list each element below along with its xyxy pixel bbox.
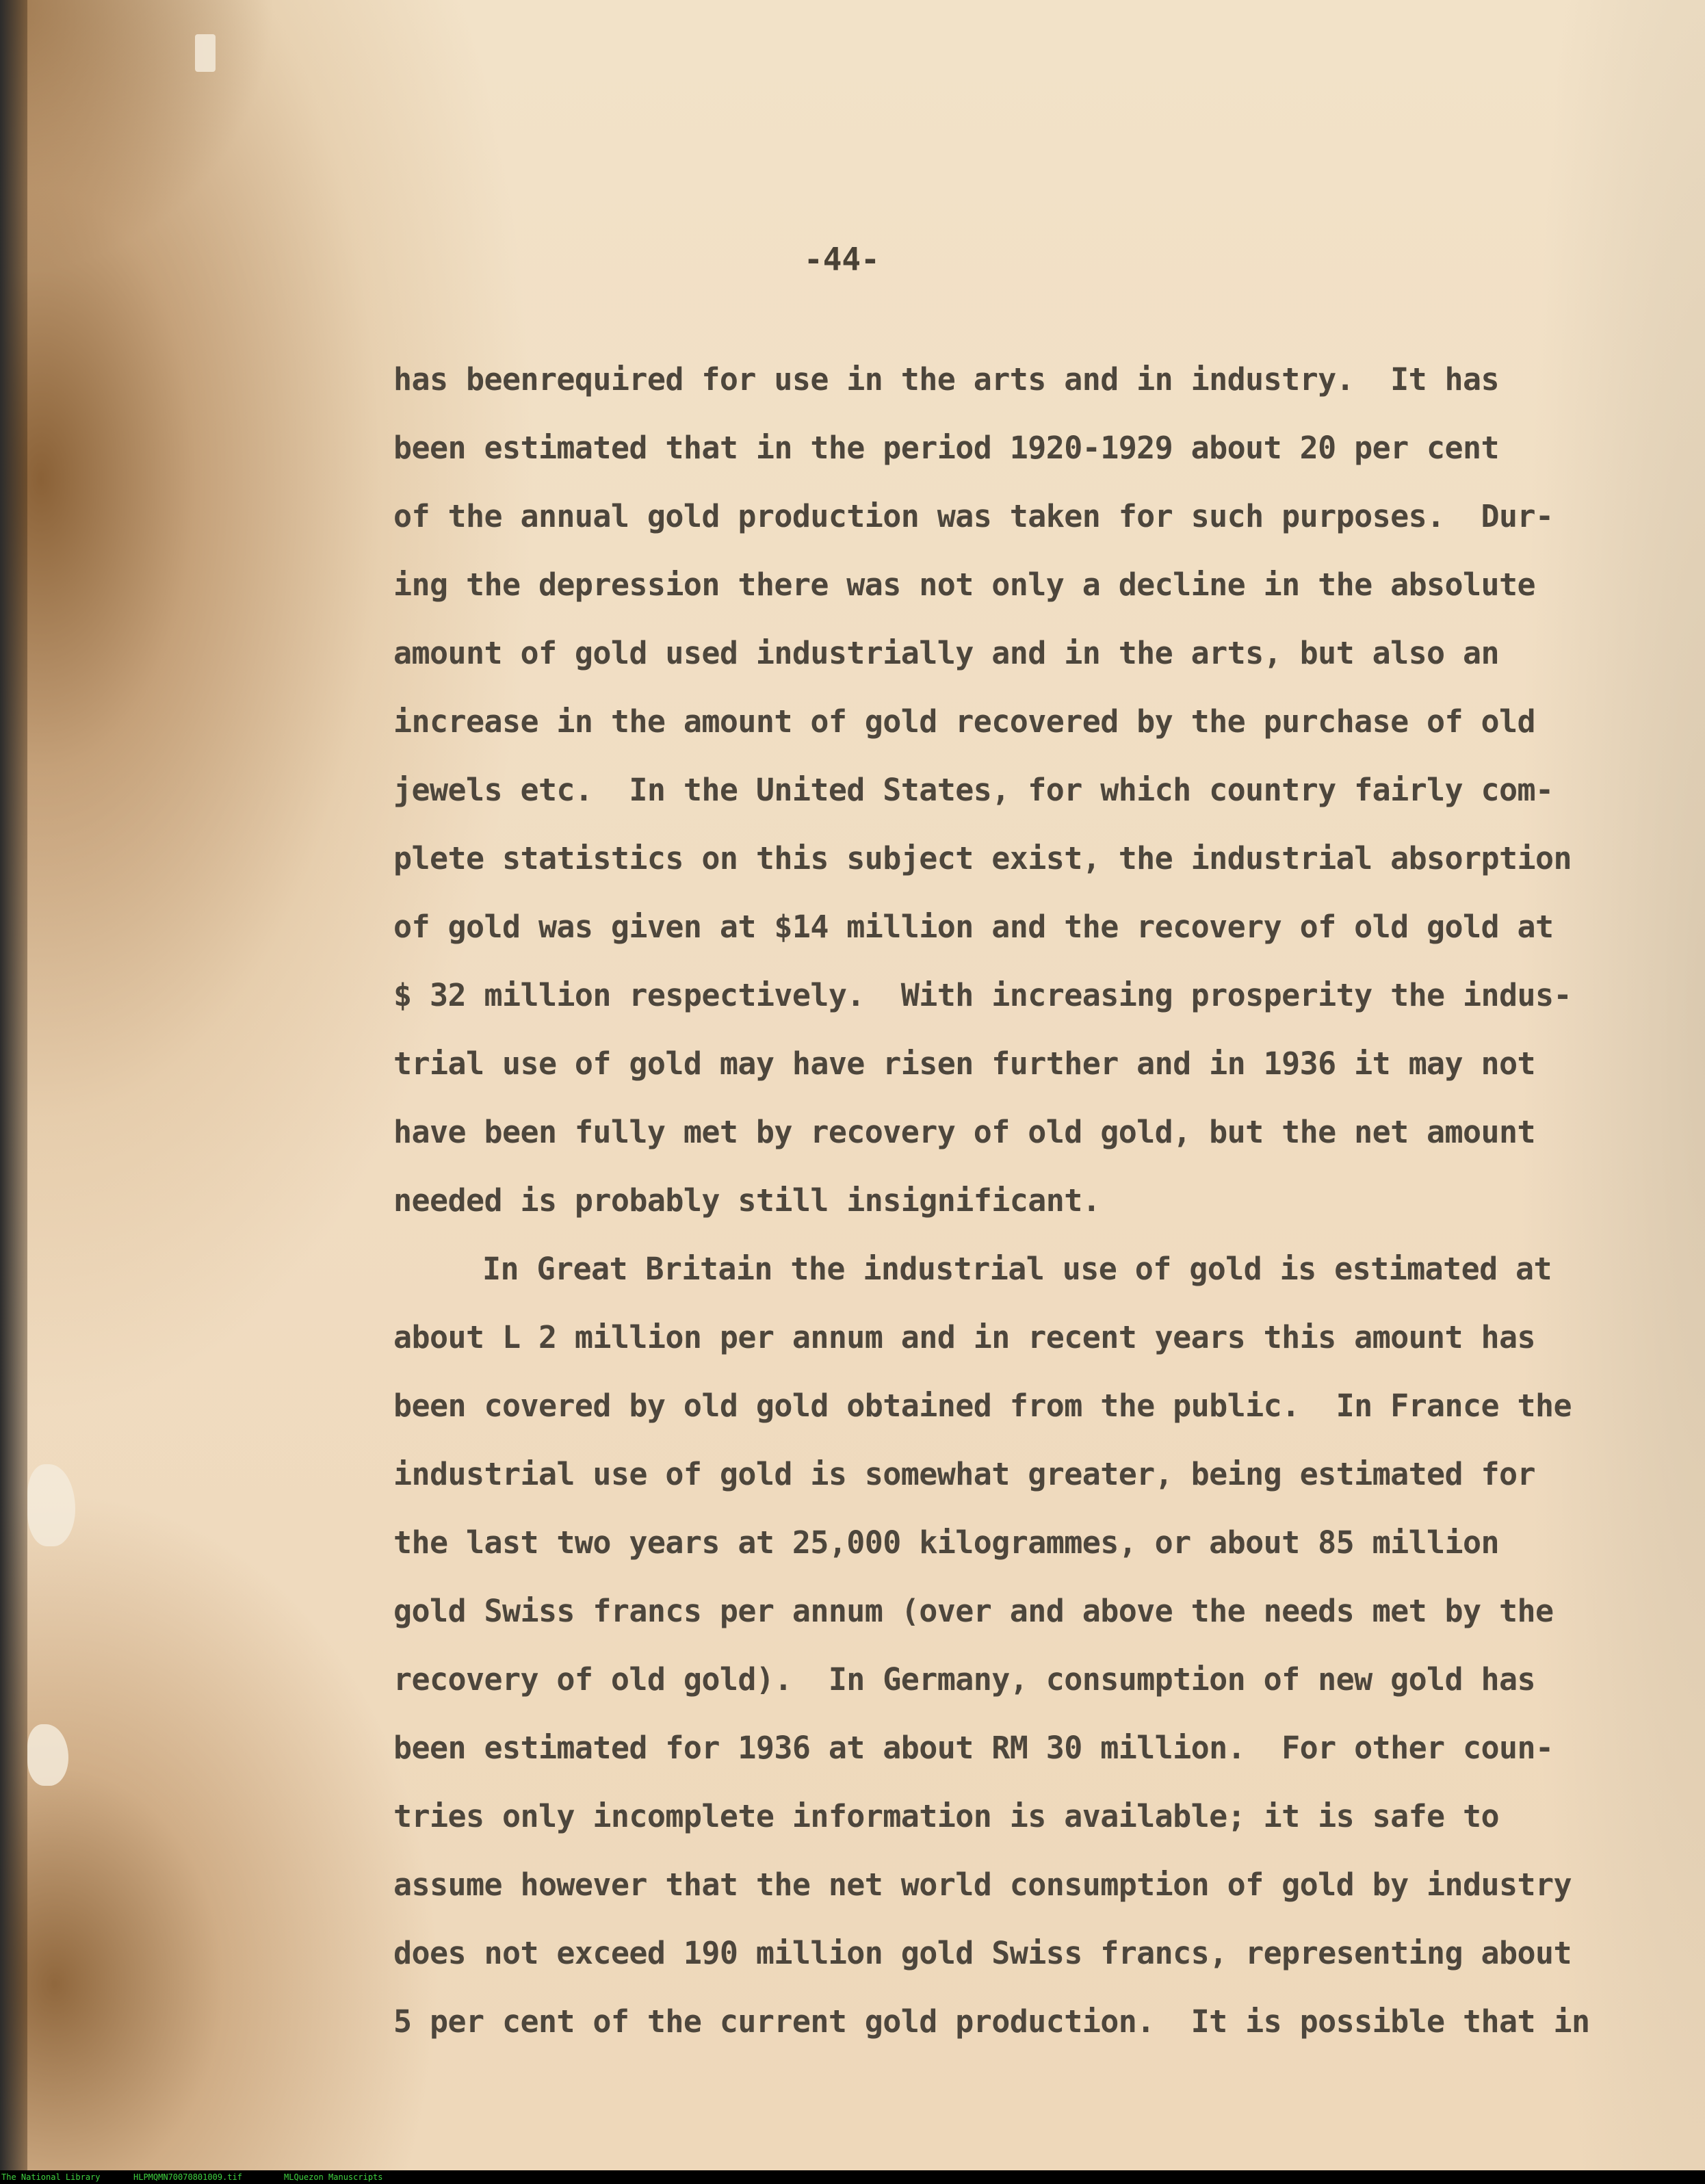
- text-line: the last two years at 25,000 kilogrammes, or about 85 million: [393, 1524, 1500, 1561]
- scan-footer-bar: [0, 2170, 1705, 2184]
- text-line: recovery of old gold). In Germany, consumption of new gold has: [393, 1661, 1536, 1698]
- scan-left-edge: [0, 0, 27, 2170]
- text-line: increase in the amount of gold recovered by the purchase of old: [393, 703, 1536, 740]
- text-line: tries only incomplete information is available; it is safe to: [393, 1798, 1500, 1834]
- text-line: trial use of gold may have risen further and in 1936 it may not: [393, 1045, 1536, 1082]
- footer-filename: HLPMQMN70070801009.tif: [133, 2172, 242, 2182]
- text-line: plete statistics on this subject exist, the industrial absorption: [393, 840, 1572, 876]
- text-line: 5 per cent of the current gold production. It is possible that in: [393, 2003, 1590, 2040]
- text-line: assume however that the net world consumption of gold by industry: [393, 1867, 1572, 1903]
- text-line: been covered by old gold obtained from the public. In France the: [393, 1388, 1572, 1424]
- text-line: about L 2 million per annum and in recent years this amount has: [393, 1319, 1536, 1355]
- text-line: needed is probably still insignificant.: [393, 1182, 1101, 1219]
- text-line: been estimated for 1936 at about RM 30 million. For other coun-: [393, 1730, 1554, 1766]
- text-line: of the annual gold production was taken for such purposes. Dur-: [393, 498, 1554, 534]
- text-line: has beenrequired for use in the arts and in industry. It has: [393, 361, 1500, 398]
- text-line: ing the depression there was not only a decline in the absolute: [393, 567, 1536, 603]
- footer-collection: MLQuezon Manuscripts: [284, 2172, 383, 2182]
- paragraph-start-line: In Great Britain the industrial use of gold is estimated at: [482, 1251, 1552, 1287]
- body-text: [393, 346, 1590, 2056]
- torn-paper-patch: [195, 34, 216, 72]
- text-line: jewels etc. In the United States, for which country fairly com-: [393, 772, 1554, 808]
- text-line: does not exceed 190 million gold Swiss francs, representing about: [393, 1935, 1572, 1971]
- text-line: been estimated that in the period 1920-1929 about 20 per cent: [393, 430, 1500, 466]
- torn-paper-patch: [27, 1464, 75, 1546]
- text-line: $ 32 million respectively. With increasing prosperity the indus-: [393, 977, 1572, 1013]
- text-line: industrial use of gold is somewhat greater, being estimated for: [393, 1456, 1536, 1492]
- text-line: have been fully met by recovery of old gold, but the net amount: [393, 1114, 1536, 1150]
- text-line: amount of gold used industrially and in the arts, but also an: [393, 635, 1500, 671]
- text-line: of gold was given at $14 million and the recovery of old gold at: [393, 909, 1554, 945]
- text-line: gold Swiss francs per annum (over and above the needs met by the: [393, 1593, 1554, 1629]
- footer-library: The National Library: [1, 2172, 101, 2182]
- torn-paper-patch: [27, 1724, 68, 1786]
- page-number: -44-: [804, 241, 880, 278]
